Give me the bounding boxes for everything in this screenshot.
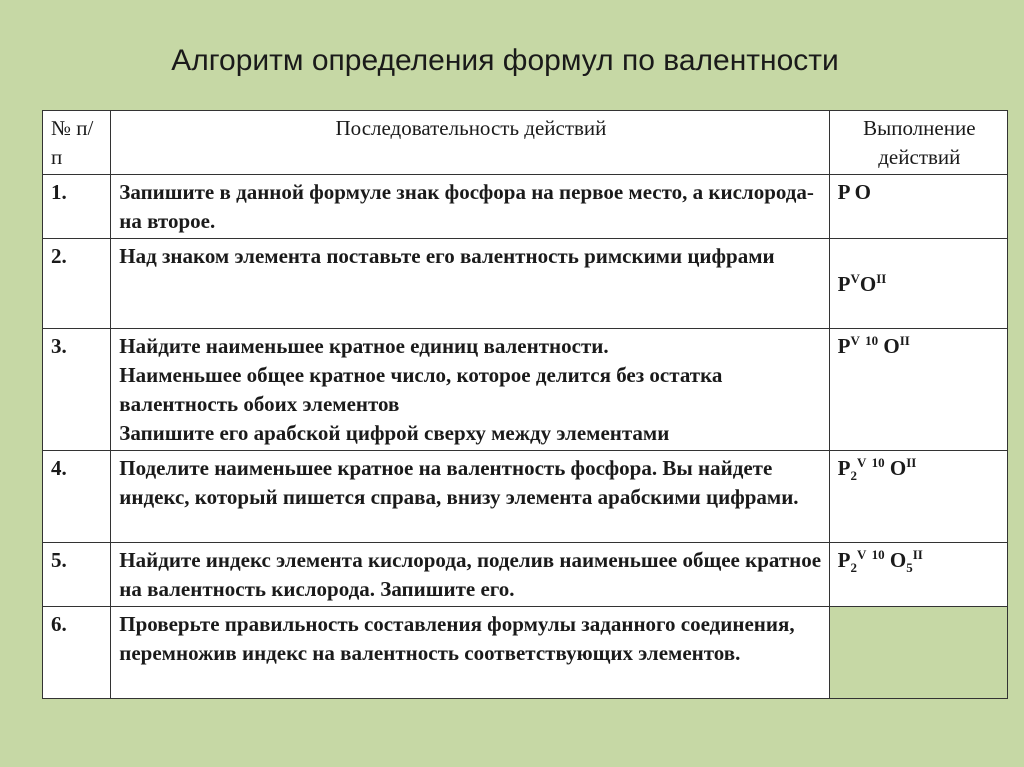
row-formula — [829, 239, 1007, 329]
formula-o-index: 5 — [906, 560, 913, 576]
formula-lcm: 10 — [871, 455, 885, 470]
formula-p: P — [837, 271, 851, 296]
formula-o-valence: II — [876, 270, 887, 286]
row-text — [111, 329, 829, 451]
formula-o-valence: II — [899, 333, 910, 348]
formula-p: P — [837, 456, 851, 480]
table-row — [43, 175, 1008, 239]
formula-p: P — [837, 180, 850, 204]
table-row — [43, 451, 1008, 543]
row-formula — [829, 451, 1007, 543]
table-row — [43, 543, 1008, 607]
formula-o: O — [889, 456, 907, 480]
row-formula-empty — [829, 607, 1007, 699]
row-text-line: Наименьшее общее кратное число, которое делится без остатка валентность обоих элементов — [119, 363, 723, 416]
row-text: Проверьте правильность составления формулы заданного соединения, перемножив индекс на валентность соответствующих элементов. — [111, 607, 829, 699]
formula-p-index: 2 — [850, 560, 857, 576]
row-text: Запишите в данной формуле знак фосфора на первое место, а кислорода- на второе. — [111, 175, 829, 239]
formula-p-valence: V — [850, 270, 860, 286]
formula-o: O — [854, 180, 871, 204]
formula-o: O — [889, 548, 907, 572]
header-execution: Выполнение действий — [829, 111, 1007, 175]
formula-o-valence: II — [906, 455, 917, 470]
formula-p-valence: V — [856, 455, 867, 470]
formula-o: O — [883, 334, 900, 358]
table-row — [43, 239, 1008, 329]
header-sequence: Последовательность действий — [111, 111, 829, 175]
row-text-line: Запишите его арабской цифрой сверху между элементами — [119, 421, 670, 445]
algorithm-table — [42, 110, 1008, 699]
row-text: Поделите наименьшее кратное на валентность фосфора. Вы найдете индекс, который пишется справа, внизу элемента арабскими цифрами. — [111, 451, 829, 543]
page-title: Алгоритм определения формул по валентности — [171, 44, 839, 77]
formula-o: O — [859, 271, 877, 296]
formula-p: P — [837, 548, 851, 572]
row-num: 2. — [43, 239, 111, 329]
row-formula — [829, 175, 1007, 239]
row-formula — [829, 329, 1007, 451]
table-header-row — [43, 111, 1008, 175]
row-num: 1. — [43, 175, 111, 239]
formula-o-valence: II — [912, 547, 923, 562]
formula-p-valence: V — [850, 333, 860, 348]
row-num: 3. — [43, 329, 111, 451]
formula-p: P — [837, 334, 851, 358]
row-num: 5. — [43, 543, 111, 607]
formula-lcm: 10 — [871, 547, 885, 562]
row-num: 4. — [43, 451, 111, 543]
formula-p-index: 2 — [850, 468, 857, 484]
row-text-line: Найдите наименьшее кратное единиц валентности. — [119, 334, 609, 358]
formula-p-valence: V — [856, 547, 867, 562]
row-formula — [829, 543, 1007, 607]
row-text: Найдите индекс элемента кислорода, поделив наименьшее общее кратное на валентность кислорода. Запишите его. — [111, 543, 829, 607]
row-num: 6. — [43, 607, 111, 699]
header-num: № п/п — [43, 111, 111, 175]
formula-lcm: 10 — [865, 333, 879, 348]
table-row — [43, 607, 1008, 699]
row-text: Над знаком элемента поставьте его валентность римскими цифрами — [111, 239, 829, 329]
table-row — [43, 329, 1008, 451]
